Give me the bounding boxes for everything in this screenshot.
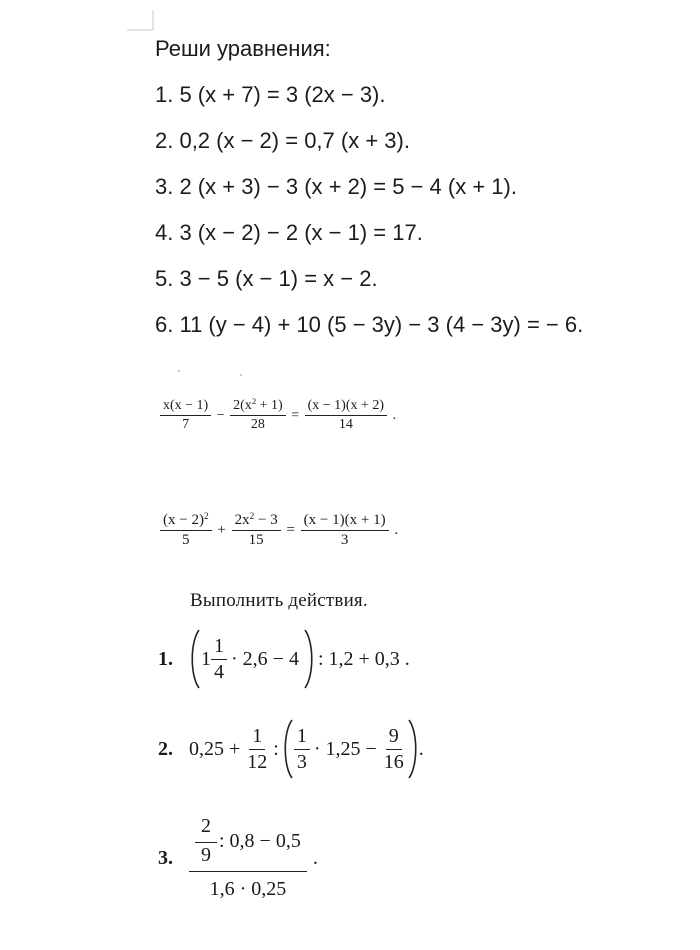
equations-heading: Реши уравнения:	[155, 36, 331, 61]
numerator: 2	[195, 815, 217, 843]
numerator: (x − 1)(x + 1)	[301, 512, 389, 531]
numerator: (x − 1)(x + 2)	[305, 398, 387, 416]
denominator: 12	[247, 750, 268, 773]
expression-part: : 1,2 + 0,3 .	[317, 647, 410, 670]
numerator: $(x - 2)^2$	[160, 512, 212, 531]
numerator: 1	[294, 725, 310, 750]
task-number: 1.	[158, 647, 173, 670]
operator: :	[273, 737, 279, 760]
numerator: 1	[211, 635, 227, 660]
task-1	[158, 628, 410, 690]
operator: +	[217, 522, 226, 538]
equals-sign: =	[286, 522, 295, 538]
denominator: 9	[201, 844, 211, 866]
period: .	[418, 737, 424, 760]
equation-6: 6. 11 (y − 4) + 10 (5 − 3y) − 3 (4 − 3y) = − 6.	[155, 312, 584, 337]
numerator: $2(x^2 + 1)$	[230, 398, 286, 416]
task-3	[158, 815, 318, 901]
equals-sign: =	[291, 407, 300, 423]
equation-1: 1. 5 (x + 7) = 3 (2x − 3).	[155, 82, 386, 107]
operator: −	[216, 407, 225, 423]
whole-part: 1	[201, 647, 211, 670]
task-number: 2.	[158, 737, 173, 760]
expression-part: : 0,8 − 0,5	[219, 829, 301, 852]
left-paren-icon	[282, 718, 294, 780]
tasks-heading: Выполнить действия.	[190, 590, 368, 611]
page-corner-mark	[125, 8, 155, 32]
right-paren-icon	[303, 628, 315, 690]
period: .	[394, 522, 399, 538]
fraction-term	[232, 512, 281, 549]
numerator: $2x^2 - 3$	[232, 512, 281, 531]
task-number: 3.	[158, 846, 173, 869]
expression-part: 0,25 +	[189, 737, 241, 760]
fraction-equation-2	[160, 512, 400, 549]
scan-dot	[240, 374, 242, 376]
fraction-term	[301, 512, 389, 549]
denominator: 3	[296, 750, 307, 773]
fraction-term	[294, 725, 310, 774]
denominator: 3	[340, 532, 349, 548]
numerator: 9	[386, 725, 402, 750]
task-2	[158, 718, 424, 780]
fraction-equation-1	[160, 398, 398, 433]
equation-2: 2. 0,2 (x − 2) = 0,7 (x + 3).	[155, 128, 410, 153]
fraction-term	[211, 635, 227, 684]
denominator: 7	[182, 417, 190, 432]
fraction-term	[160, 398, 211, 433]
fraction-term	[305, 398, 387, 433]
denominator: 5	[182, 532, 190, 548]
equation-5: 5. 3 − 5 (x − 1) = x − 2.	[155, 266, 378, 291]
expression-part: · 2,6 − 4	[231, 647, 299, 670]
mixed-number	[201, 635, 227, 684]
left-paren-icon	[189, 628, 201, 690]
denominator: 1,6 · 0,25	[209, 878, 287, 900]
denominator: 14	[338, 417, 353, 432]
compound-fraction	[189, 815, 307, 901]
period: .	[392, 407, 397, 423]
numerator: 1	[249, 725, 265, 750]
expression-part: · 1,25 −	[313, 737, 377, 760]
fraction-term	[195, 815, 217, 867]
equation-3: 3. 2 (x + 3) − 3 (x + 2) = 5 − 4 (x + 1).	[155, 174, 517, 199]
denominator: 4	[214, 660, 224, 683]
fraction-term	[244, 725, 270, 774]
right-paren-icon	[407, 718, 419, 780]
denominator: 16	[383, 750, 404, 773]
equations-section	[155, 34, 583, 356]
fraction-term	[230, 398, 286, 433]
numerator: x(x − 1)	[160, 398, 211, 416]
period: .	[312, 846, 318, 869]
numerator	[189, 815, 307, 872]
fraction-term	[381, 725, 407, 774]
denominator: 15	[248, 532, 264, 548]
equation-4: 4. 3 (x − 2) − 2 (x − 1) = 17.	[155, 220, 423, 245]
fraction-term	[160, 512, 212, 549]
denominator: 28	[250, 417, 265, 432]
scan-dot	[178, 370, 180, 372]
